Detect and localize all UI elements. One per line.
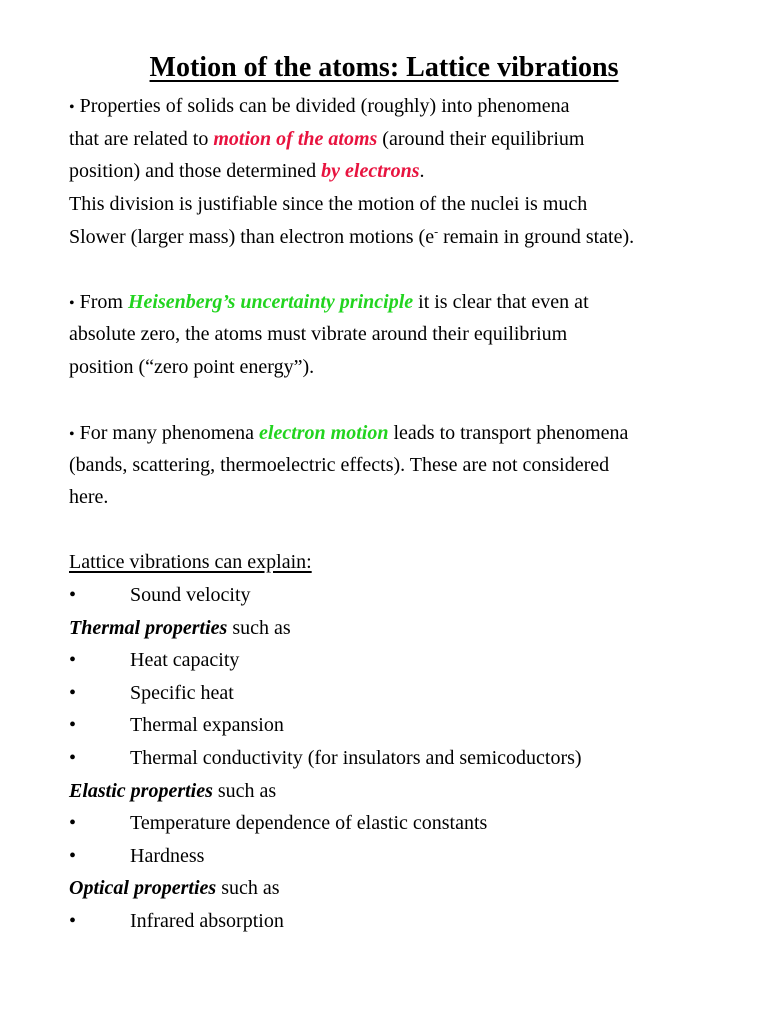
bullet: • — [69, 714, 77, 736]
list-item: Temperature dependence of elastic constants — [130, 812, 488, 834]
bullet: • — [69, 845, 77, 867]
bullet: • — [69, 682, 77, 704]
bullet: • — [69, 426, 75, 443]
para3-line2: (bands, scattering, thermoelectric effects). These are not considered — [69, 454, 610, 476]
highlight-electron-motion: electron motion — [259, 422, 389, 444]
bullet: • — [69, 295, 75, 312]
para2-line2: absolute zero, the atoms must vibrate around their equilibrium — [69, 323, 568, 345]
list-item: Thermal expansion — [130, 714, 284, 736]
para1-line4: This division is justifiable since the motion of the nuclei is much — [69, 193, 588, 215]
highlight-by-electrons: by electrons — [321, 160, 420, 182]
bullet: • — [69, 747, 77, 769]
list-item: Specific heat — [130, 682, 234, 704]
optical-heading: Optical properties such as — [69, 877, 280, 899]
list-item: Hardness — [130, 845, 205, 867]
para1-line2: that are related to motion of the atoms (around their equilibrium — [69, 128, 585, 150]
highlight-motion-of-atoms: motion of the atoms — [213, 128, 378, 150]
bullet: • — [69, 910, 77, 932]
list-item: Heat capacity — [130, 649, 240, 671]
bullet: • — [69, 649, 77, 671]
highlight-heisenberg: Heisenberg’s uncertainty principle — [127, 291, 414, 313]
para1-line1: • Properties of solids can be divided (roughly) into phenomena — [69, 95, 570, 117]
para2-line1: • From Heisenberg’s uncertainty principle it is clear that even at — [69, 291, 589, 313]
list-item: Infrared absorption — [130, 910, 284, 932]
para3-line3: here. — [69, 486, 109, 508]
bullet: • — [69, 812, 77, 834]
para1-line5: Slower (larger mass) than electron motions (e- remain in ground state). — [69, 224, 635, 248]
para2-line3: position (“zero point energy”). — [69, 356, 315, 378]
list-item-sound-velocity: Sound velocity — [130, 584, 251, 606]
thermal-heading: Thermal properties such as — [69, 617, 291, 639]
bullet: • — [69, 99, 75, 116]
list-item: Thermal conductivity (for insulators and semicoductors) — [130, 747, 582, 769]
para3-line1: • For many phenomena electron motion leads to transport phenomena — [69, 422, 629, 444]
page-title: Motion of the atoms: Lattice vibrations — [149, 52, 619, 83]
elastic-heading: Elastic properties such as — [69, 780, 277, 802]
bullet: • — [69, 584, 77, 606]
lattice-heading: Lattice vibrations can explain: — [69, 551, 312, 573]
para1-line3: position) and those determined by electrons. — [69, 160, 425, 182]
